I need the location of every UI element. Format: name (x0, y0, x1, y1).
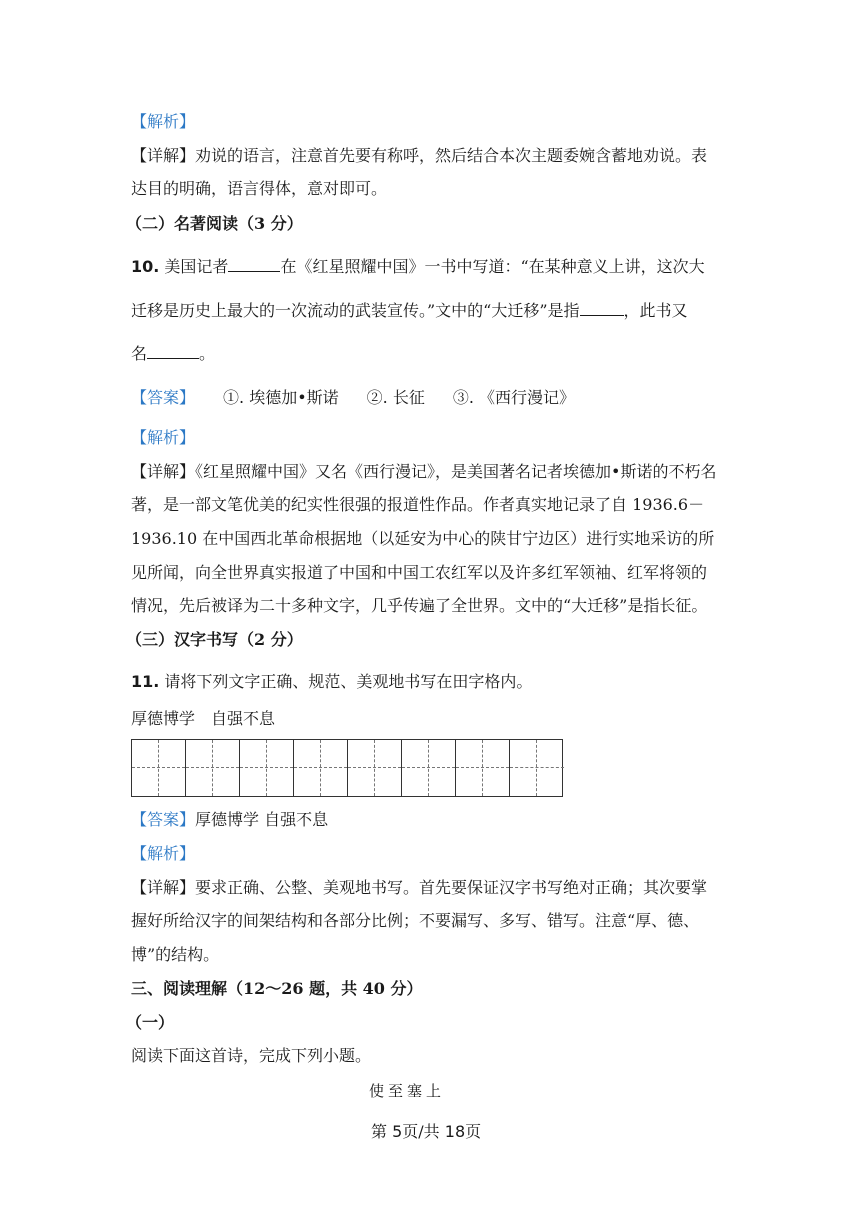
reading-instruction: 阅读下面这首诗，完成下列小题。 (131, 1046, 372, 1065)
footer-post: 页 (465, 1122, 482, 1141)
grid-cell[interactable] (348, 740, 402, 796)
q11-text: 请将下列文字正确、规范、美观地书写在田字格内。 (159, 672, 533, 691)
q10-text-f: 。 (199, 344, 216, 363)
q10-blank-1[interactable] (228, 255, 280, 272)
detail-10-line-3: 1936.10 在中国西北革命根据地（以延安为中心的陕甘宁边区）进行实地采访的所 (131, 529, 715, 548)
q10-text-c: 迁移是历史上最大的一次流动的武装宣传。”文中的“大迁移”是指 (131, 301, 580, 320)
footer-pre: 第 (371, 1122, 393, 1141)
answer-10-1: ①. 埃德加•斯诺 (223, 388, 339, 407)
detail-11-line-1: 【详解】要求正确、公整、美观地书写。首先要保证汉字书写绝对正确；其次要掌 (131, 878, 708, 897)
detail-1-line-2: 达目的明确，语言得体，意对即可。 (131, 179, 388, 198)
answer-11 (131, 809, 328, 831)
poem-title: 使至塞上 (369, 1082, 446, 1100)
detail-11-line-3: 博”的结构。 (131, 945, 220, 964)
detail-10-line-2: 著，是一部文笔优美的纪实性很强的报道性作品。作者真实地记录了自 1936.6－ (131, 495, 705, 514)
detail-10-line-4: 见所闻，向全世界真实报道了中国和中国工农红军以及许多红军领袖、红军将领的 (131, 563, 708, 582)
question-10-line-1 (131, 255, 705, 278)
answer-label-11: 【答案】 (131, 810, 196, 829)
tianzige-grid[interactable] (131, 739, 563, 797)
footer-mid: 页/共 (402, 1122, 445, 1141)
section-heading-classics: （二）名著阅读（3 分） (126, 214, 303, 233)
question-10-number: 10. (131, 257, 160, 276)
detail-11-line-2: 握好所给汉字的间架结构和各部分比例；不要漏写、多写、错写。注意“厚、德、 (131, 911, 700, 930)
q10-text-b: 在《红星照耀中国》一书中写道：“在某种意义上讲，这次大 (280, 257, 705, 276)
answer-11-text: 厚德博学 自强不息 (195, 810, 329, 829)
q10-blank-2[interactable] (580, 299, 624, 316)
q10-text-a: 美国记者 (159, 257, 229, 276)
question-11 (131, 671, 532, 693)
answer-10-2: ②. 长征 (366, 388, 425, 407)
section-heading-writing: （三）汉字书写（2 分） (126, 630, 303, 649)
question-11-number: 11. (131, 672, 160, 691)
answer-10 (131, 387, 575, 409)
analysis-label-1: 【解析】 (131, 112, 196, 131)
question-10-line-3 (131, 342, 215, 365)
q10-text-d: ，此书又 (623, 301, 688, 320)
question-10-line-2 (131, 299, 688, 322)
grid-cell[interactable] (456, 740, 510, 796)
analysis-label-11: 【解析】 (131, 844, 196, 863)
grid-cell[interactable] (132, 740, 186, 796)
q10-text-e: 名 (131, 344, 148, 363)
page-number: 5 (392, 1122, 403, 1141)
grid-cell[interactable] (186, 740, 240, 796)
answer-label-10: 【答案】 (131, 388, 196, 407)
page-footer (371, 1119, 481, 1142)
answer-10-3: ③. 《西行漫记》 (452, 388, 576, 407)
page-total: 18 (444, 1122, 466, 1141)
grid-cell[interactable] (240, 740, 294, 796)
writing-words: 厚德博学 自强不息 (131, 709, 276, 728)
grid-cell[interactable] (510, 740, 564, 796)
grid-cell[interactable] (402, 740, 456, 796)
analysis-label-10: 【解析】 (131, 428, 196, 447)
subsection-heading-1: （一） (126, 1013, 175, 1032)
detail-1-line-1: 【详解】劝说的语言，注意首先要有称呼，然后结合本次主题委婉含蓄地劝说。表 (131, 146, 708, 165)
q10-blank-3[interactable] (147, 342, 199, 359)
detail-10-line-1: 【详解】《红星照耀中国》又名《西行漫记》，是美国著名记者埃德加•斯诺的不朽名 (131, 462, 717, 481)
section-heading-reading: 三、阅读理解（12～26 题，共 40 分） (131, 979, 423, 998)
detail-10-line-5: 情况，先后被译为二十多种文字，几乎传遍了全世界。文中的“大迁移”是指长征。 (131, 596, 708, 615)
grid-cell[interactable] (294, 740, 348, 796)
